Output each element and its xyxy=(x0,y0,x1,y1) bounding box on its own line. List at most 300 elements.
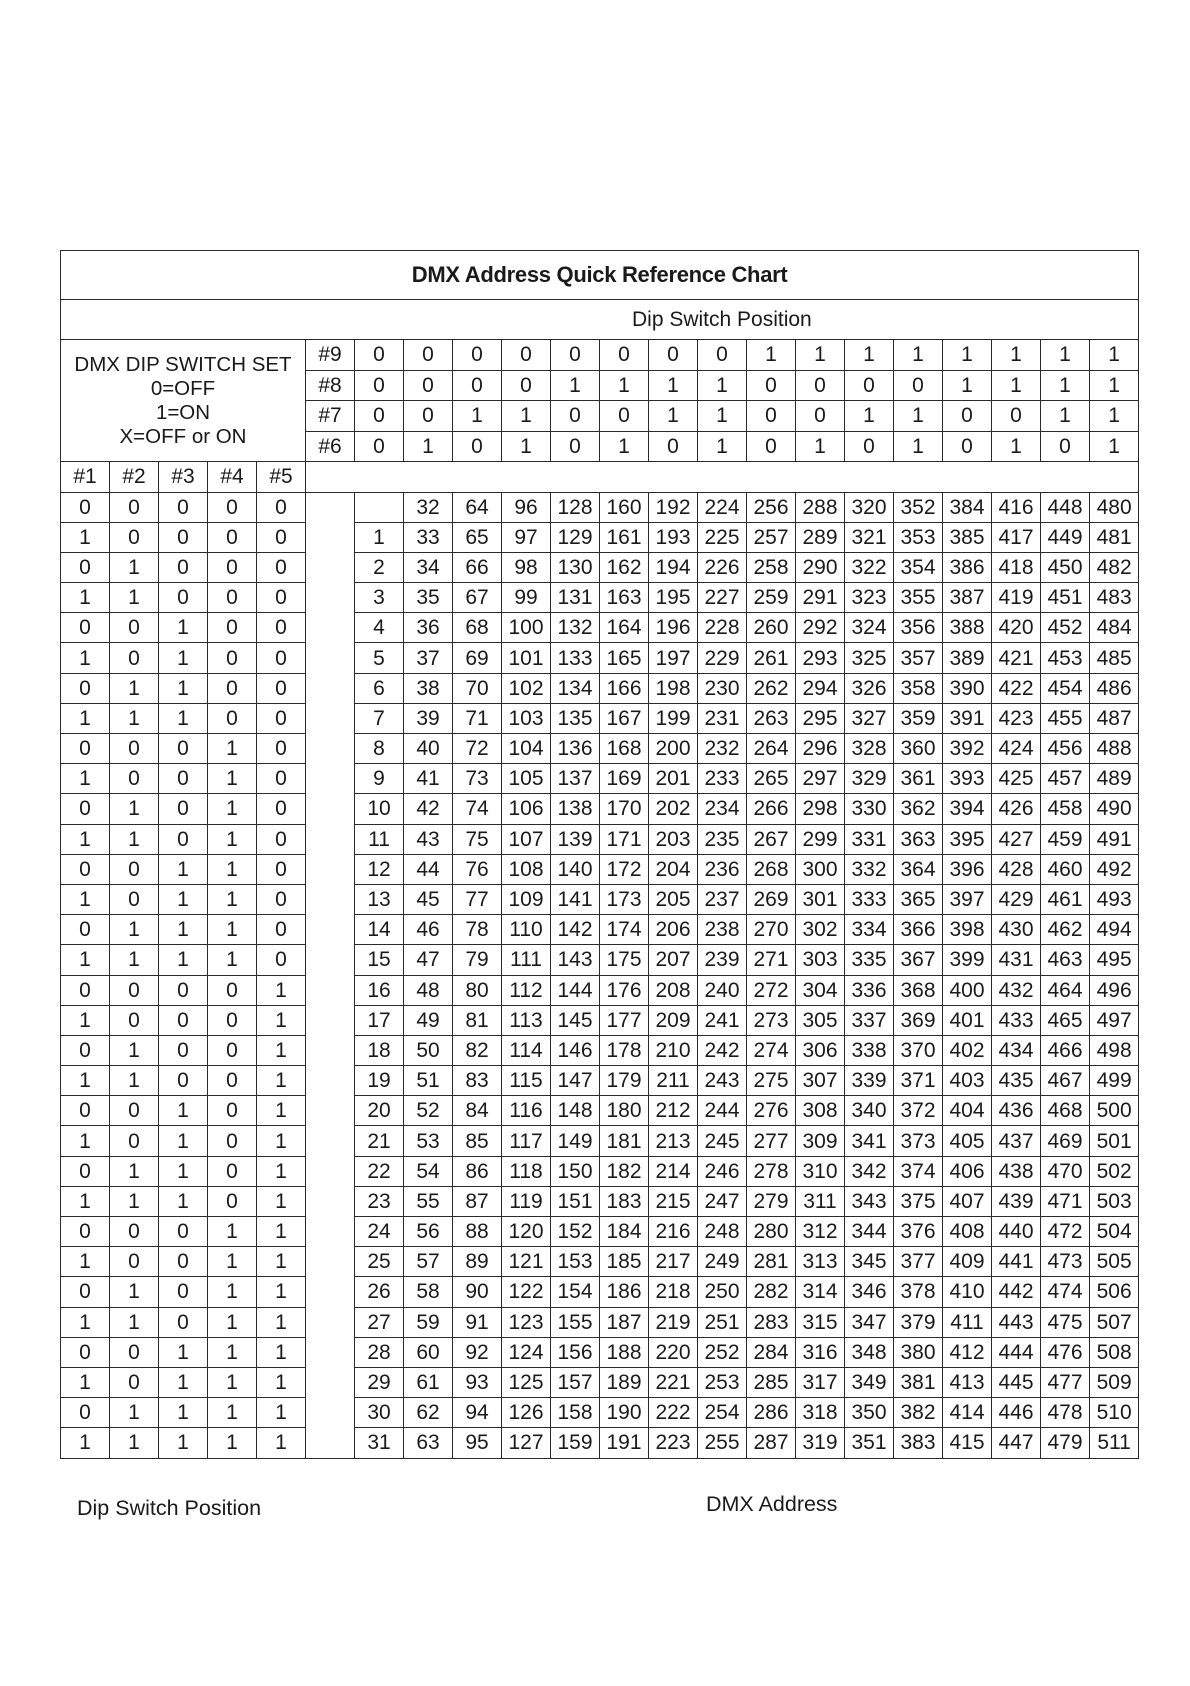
dmx-address-cell: 395 xyxy=(943,824,992,854)
blank-column-cell xyxy=(306,1096,355,1126)
dmx-address-cell: 96 xyxy=(502,492,551,522)
low-switch-bit: 0 xyxy=(110,1337,159,1367)
low-switch-bit: 0 xyxy=(257,613,306,643)
dmx-address-cell: 327 xyxy=(845,703,894,733)
dmx-address-cell: 124 xyxy=(502,1337,551,1367)
dmx-address-cell: 256 xyxy=(747,492,796,522)
dmx-address-cell: 275 xyxy=(747,1066,796,1096)
dmx-address-cell: 25 xyxy=(355,1247,404,1277)
dmx-address-cell: 413 xyxy=(943,1367,992,1397)
dmx-address-cell: 53 xyxy=(404,1126,453,1156)
low-switch-bit: 1 xyxy=(159,613,208,643)
dmx-address-cell: 438 xyxy=(992,1156,1041,1186)
low-switch-bit: 0 xyxy=(110,1367,159,1397)
low-switch-bit: 1 xyxy=(208,1307,257,1337)
dmx-address-cell: 244 xyxy=(698,1096,747,1126)
dmx-address-cell: 273 xyxy=(747,1005,796,1035)
dmx-address-cell: 400 xyxy=(943,975,992,1005)
switch-bit-cell: 0 xyxy=(943,431,992,462)
dmx-address-cell: 415 xyxy=(943,1428,992,1458)
dmx-address-cell: 312 xyxy=(796,1217,845,1247)
blank-column-cell xyxy=(306,824,355,854)
dmx-address-cell: 3 xyxy=(355,583,404,613)
dmx-address-cell: 145 xyxy=(551,1005,600,1035)
dmx-address-cell: 6 xyxy=(355,673,404,703)
low-switch-bit: 1 xyxy=(61,1126,110,1156)
switch-bit-cell: 1 xyxy=(1090,340,1139,371)
dmx-address-cell: 9 xyxy=(355,764,404,794)
dmx-address-cell: 267 xyxy=(747,824,796,854)
dmx-address-cell: 270 xyxy=(747,915,796,945)
dmx-address-cell: 359 xyxy=(894,703,943,733)
dmx-address-cell: 259 xyxy=(747,583,796,613)
dmx-address-cell: 90 xyxy=(453,1277,502,1307)
dmx-address-cell: 263 xyxy=(747,703,796,733)
dmx-address-cell: 1 xyxy=(355,522,404,552)
dmx-address-cell: 215 xyxy=(649,1186,698,1216)
dmx-address-cell: 485 xyxy=(1090,643,1139,673)
dmx-address-cell: 269 xyxy=(747,884,796,914)
dmx-address-cell: 52 xyxy=(404,1096,453,1126)
dmx-address-cell: 61 xyxy=(404,1367,453,1397)
switch-bit-cell: 0 xyxy=(943,401,992,432)
dmx-address-cell: 282 xyxy=(747,1277,796,1307)
low-switch-bit: 1 xyxy=(208,1367,257,1397)
low-switch-bit: 0 xyxy=(159,1307,208,1337)
switch-bit-cell: 0 xyxy=(551,431,600,462)
dmx-address-cell: 205 xyxy=(649,884,698,914)
dmx-address-cell: 105 xyxy=(502,764,551,794)
low-switch-bit: 1 xyxy=(257,1066,306,1096)
dmx-address-cell: 245 xyxy=(698,1126,747,1156)
dmx-address-cell: 127 xyxy=(502,1428,551,1458)
dmx-address-cell: 368 xyxy=(894,975,943,1005)
dmx-address-cell: 88 xyxy=(453,1217,502,1247)
dmx-address-cell: 258 xyxy=(747,552,796,582)
dmx-address-cell: 431 xyxy=(992,945,1041,975)
switch-label: #6 xyxy=(306,431,355,462)
dmx-address-cell: 510 xyxy=(1090,1398,1139,1428)
dmx-address-cell: 284 xyxy=(747,1337,796,1367)
blank-column-cell xyxy=(306,1066,355,1096)
dmx-address-cell: 433 xyxy=(992,1005,1041,1035)
low-switch-bit: 1 xyxy=(110,583,159,613)
dmx-address-cell: 403 xyxy=(943,1066,992,1096)
switch-label: #9 xyxy=(306,340,355,371)
switch-bit-cell: 1 xyxy=(845,401,894,432)
blank-column-cell xyxy=(306,1307,355,1337)
low-switch-bit: 0 xyxy=(208,1126,257,1156)
legend-line1: DMX DIP SWITCH SET xyxy=(74,352,292,376)
dmx-address-cell: 463 xyxy=(1041,945,1090,975)
dmx-address-cell: 434 xyxy=(992,1035,1041,1065)
dmx-address-cell: 289 xyxy=(796,522,845,552)
low-switch-bit: 0 xyxy=(159,492,208,522)
dmx-address-cell: 489 xyxy=(1090,764,1139,794)
low-switch-bit: 1 xyxy=(61,824,110,854)
dmx-address-cell: 448 xyxy=(1041,492,1090,522)
dmx-address-cell: 227 xyxy=(698,583,747,613)
low-switch-bit: 1 xyxy=(110,945,159,975)
dmx-address-cell: 462 xyxy=(1041,915,1090,945)
dmx-address-cell: 58 xyxy=(404,1277,453,1307)
low-switch-bit: 0 xyxy=(257,583,306,613)
dmx-address-cell xyxy=(355,492,404,522)
dmx-address-cell: 503 xyxy=(1090,1186,1139,1216)
dmx-address-cell: 95 xyxy=(453,1428,502,1458)
switch-bit-cell: 1 xyxy=(894,340,943,371)
dmx-address-cell: 428 xyxy=(992,854,1041,884)
dmx-address-cell: 69 xyxy=(453,643,502,673)
dmx-address-cell: 486 xyxy=(1090,673,1139,703)
dmx-address-cell: 495 xyxy=(1090,945,1139,975)
switch-bit-cell: 0 xyxy=(453,340,502,371)
dmx-address-cell: 119 xyxy=(502,1186,551,1216)
dmx-address-cell: 75 xyxy=(453,824,502,854)
dmx-address-cell: 394 xyxy=(943,794,992,824)
low-switch-bit: 0 xyxy=(110,1126,159,1156)
low-switch-bit: 0 xyxy=(208,613,257,643)
dmx-address-cell: 483 xyxy=(1090,583,1139,613)
dmx-address-cell: 335 xyxy=(845,945,894,975)
blank-column-cell xyxy=(306,643,355,673)
legend-line4: X=OFF or ON xyxy=(119,424,247,448)
dmx-address-cell: 116 xyxy=(502,1096,551,1126)
dmx-address-cell: 487 xyxy=(1090,703,1139,733)
dmx-address-cell: 16 xyxy=(355,975,404,1005)
low-switch-bit: 1 xyxy=(159,643,208,673)
dmx-address-caption: DMX Address xyxy=(706,1492,838,1516)
dmx-address-cell: 477 xyxy=(1041,1367,1090,1397)
dmx-address-cell: 225 xyxy=(698,522,747,552)
dmx-address-cell: 56 xyxy=(404,1217,453,1247)
dmx-address-cell: 318 xyxy=(796,1398,845,1428)
dmx-address-cell: 216 xyxy=(649,1217,698,1247)
dmx-address-cell: 11 xyxy=(355,824,404,854)
dmx-address-cell: 342 xyxy=(845,1156,894,1186)
dmx-address-cell: 152 xyxy=(551,1217,600,1247)
switch-bit-cell: 0 xyxy=(1041,431,1090,462)
dmx-address-cell: 496 xyxy=(1090,975,1139,1005)
dmx-address-cell: 397 xyxy=(943,884,992,914)
low-switch-bit: 1 xyxy=(257,1126,306,1156)
dmx-address-cell: 364 xyxy=(894,854,943,884)
dmx-address-cell: 378 xyxy=(894,1277,943,1307)
dmx-address-cell: 135 xyxy=(551,703,600,733)
dmx-address-cell: 220 xyxy=(649,1337,698,1367)
dmx-address-cell: 243 xyxy=(698,1066,747,1096)
dmx-address-cell: 408 xyxy=(943,1217,992,1247)
switch-bit-cell: 0 xyxy=(453,431,502,462)
switch-bit-cell: 0 xyxy=(747,431,796,462)
dmx-address-cell: 414 xyxy=(943,1398,992,1428)
dmx-address-cell: 430 xyxy=(992,915,1041,945)
dmx-address-cell: 181 xyxy=(600,1126,649,1156)
dmx-address-cell: 286 xyxy=(747,1398,796,1428)
dmx-address-cell: 228 xyxy=(698,613,747,643)
dmx-address-cell: 354 xyxy=(894,552,943,582)
low-switch-bit: 1 xyxy=(257,1398,306,1428)
dmx-address-cell: 20 xyxy=(355,1096,404,1126)
low-switch-bit: 0 xyxy=(61,1337,110,1367)
dmx-address-cell: 55 xyxy=(404,1186,453,1216)
low-switch-bit: 0 xyxy=(110,1247,159,1277)
dmx-address-cell: 107 xyxy=(502,824,551,854)
low-switch-bit: 1 xyxy=(208,945,257,975)
low-switch-bit: 0 xyxy=(208,1186,257,1216)
dmx-address-cell: 4 xyxy=(355,613,404,643)
dmx-address-cell: 138 xyxy=(551,794,600,824)
low-switch-bit: 1 xyxy=(159,703,208,733)
dmx-address-cell: 392 xyxy=(943,734,992,764)
dmx-address-cell: 178 xyxy=(600,1035,649,1065)
dmx-address-cell: 391 xyxy=(943,703,992,733)
dmx-address-cell: 467 xyxy=(1041,1066,1090,1096)
dmx-address-cell: 417 xyxy=(992,522,1041,552)
low-switch-bit: 1 xyxy=(159,1398,208,1428)
dmx-address-cell: 183 xyxy=(600,1186,649,1216)
low-switch-bit: 0 xyxy=(159,975,208,1005)
dmx-address-cell: 470 xyxy=(1041,1156,1090,1186)
dmx-address-cell: 164 xyxy=(600,613,649,643)
dmx-address-cell: 76 xyxy=(453,854,502,884)
dmx-address-cell: 8 xyxy=(355,734,404,764)
switch-bit-cell: 0 xyxy=(404,401,453,432)
low-switch-bit: 1 xyxy=(159,1337,208,1367)
low-switch-bit: 1 xyxy=(110,1035,159,1065)
low-switch-bit: 1 xyxy=(159,673,208,703)
dmx-address-cell: 82 xyxy=(453,1035,502,1065)
dmx-address-cell: 162 xyxy=(600,552,649,582)
low-switch-header: #5 xyxy=(257,462,306,493)
switch-bit-cell: 1 xyxy=(649,370,698,401)
switch-bit-cell: 1 xyxy=(992,431,1041,462)
low-switch-bit: 0 xyxy=(208,1035,257,1065)
low-switch-bit: 1 xyxy=(257,1217,306,1247)
dmx-address-cell: 481 xyxy=(1090,522,1139,552)
switch-bit-cell: 1 xyxy=(992,370,1041,401)
dmx-address-cell: 449 xyxy=(1041,522,1090,552)
dmx-address-cell: 199 xyxy=(649,703,698,733)
low-switch-bit: 0 xyxy=(257,824,306,854)
dmx-address-cell: 191 xyxy=(600,1428,649,1458)
dmx-address-cell: 32 xyxy=(404,492,453,522)
dmx-address-cell: 150 xyxy=(551,1156,600,1186)
dmx-address-cell: 233 xyxy=(698,764,747,794)
dmx-address-cell: 247 xyxy=(698,1186,747,1216)
dmx-address-cell: 151 xyxy=(551,1186,600,1216)
dmx-address-cell: 42 xyxy=(404,794,453,824)
dmx-address-cell: 7 xyxy=(355,703,404,733)
dmx-address-cell: 13 xyxy=(355,884,404,914)
low-switch-bit: 1 xyxy=(110,1307,159,1337)
switch-bit-cell: 0 xyxy=(649,431,698,462)
switch-bit-cell: 1 xyxy=(1090,431,1139,462)
low-switch-bit: 0 xyxy=(257,643,306,673)
low-switch-bit: 1 xyxy=(61,1186,110,1216)
dmx-address-cell: 381 xyxy=(894,1367,943,1397)
dmx-address-cell: 237 xyxy=(698,884,747,914)
dmx-address-cell: 129 xyxy=(551,522,600,552)
dmx-address-cell: 126 xyxy=(502,1398,551,1428)
dmx-address-cell: 141 xyxy=(551,884,600,914)
dmx-address-cell: 102 xyxy=(502,673,551,703)
dmx-address-cell: 488 xyxy=(1090,734,1139,764)
low-switch-bit: 1 xyxy=(208,794,257,824)
low-switch-bit: 1 xyxy=(110,552,159,582)
low-switch-bit: 0 xyxy=(110,492,159,522)
low-switch-bit: 0 xyxy=(61,734,110,764)
dmx-address-cell: 336 xyxy=(845,975,894,1005)
dmx-address-cell: 427 xyxy=(992,824,1041,854)
dmx-address-cell: 66 xyxy=(453,552,502,582)
blank-column-cell xyxy=(306,703,355,733)
dmx-address-cell: 426 xyxy=(992,794,1041,824)
switch-bit-cell: 1 xyxy=(894,431,943,462)
low-switch-bit: 0 xyxy=(208,1005,257,1035)
dmx-address-cell: 84 xyxy=(453,1096,502,1126)
low-switch-bit: 1 xyxy=(159,854,208,884)
dmx-address-cell: 59 xyxy=(404,1307,453,1337)
dmx-address-cell: 130 xyxy=(551,552,600,582)
switch-bit-cell: 1 xyxy=(1041,340,1090,371)
low-switch-bit: 1 xyxy=(159,1126,208,1156)
switch-bit-cell: 0 xyxy=(845,431,894,462)
low-switch-bit: 0 xyxy=(257,552,306,582)
switch-bit-cell: 0 xyxy=(453,370,502,401)
dmx-address-cell: 298 xyxy=(796,794,845,824)
dmx-address-cell: 79 xyxy=(453,945,502,975)
low-switch-bit: 1 xyxy=(257,1247,306,1277)
dmx-address-cell: 83 xyxy=(453,1066,502,1096)
low-switch-bit: 0 xyxy=(257,734,306,764)
dmx-address-cell: 497 xyxy=(1090,1005,1139,1035)
dmx-address-cell: 217 xyxy=(649,1247,698,1277)
low-switch-bit: 0 xyxy=(61,552,110,582)
dmx-address-cell: 307 xyxy=(796,1066,845,1096)
dmx-address-cell: 241 xyxy=(698,1005,747,1035)
dmx-address-cell: 143 xyxy=(551,945,600,975)
switch-bit-cell: 1 xyxy=(894,401,943,432)
dmx-address-cell: 221 xyxy=(649,1367,698,1397)
dmx-address-cell: 168 xyxy=(600,734,649,764)
dmx-address-cell: 249 xyxy=(698,1247,747,1277)
dmx-address-cell: 223 xyxy=(649,1428,698,1458)
dmx-address-cell: 411 xyxy=(943,1307,992,1337)
switch-bit-cell: 0 xyxy=(698,340,747,371)
dmx-address-cell: 18 xyxy=(355,1035,404,1065)
dmx-address-cell: 384 xyxy=(943,492,992,522)
dmx-address-cell: 137 xyxy=(551,764,600,794)
dmx-address-cell: 296 xyxy=(796,734,845,764)
dmx-address-cell: 57 xyxy=(404,1247,453,1277)
dmx-address-cell: 234 xyxy=(698,794,747,824)
dmx-address-cell: 17 xyxy=(355,1005,404,1035)
low-switch-bit: 0 xyxy=(257,794,306,824)
low-switch-bit: 0 xyxy=(110,764,159,794)
low-switch-bit: 1 xyxy=(61,1005,110,1035)
low-switch-bit: 0 xyxy=(159,734,208,764)
low-switch-bit: 1 xyxy=(257,1337,306,1367)
blank-column-cell xyxy=(306,1337,355,1367)
switch-bit-cell: 0 xyxy=(355,431,404,462)
dmx-address-cell: 323 xyxy=(845,583,894,613)
dmx-address-cell: 290 xyxy=(796,552,845,582)
low-switch-bit: 1 xyxy=(110,1156,159,1186)
low-switch-bit: 0 xyxy=(208,703,257,733)
blank-column-cell xyxy=(306,1156,355,1186)
dmx-address-cell: 60 xyxy=(404,1337,453,1367)
dmx-address-cell: 445 xyxy=(992,1367,1041,1397)
dmx-address-cell: 81 xyxy=(453,1005,502,1035)
dmx-address-cell: 451 xyxy=(1041,583,1090,613)
dmx-address-cell: 478 xyxy=(1041,1398,1090,1428)
dmx-address-cell: 117 xyxy=(502,1126,551,1156)
dmx-address-cell: 98 xyxy=(502,552,551,582)
dmx-address-cell: 45 xyxy=(404,884,453,914)
dmx-address-cell: 37 xyxy=(404,643,453,673)
low-switch-bit: 1 xyxy=(110,915,159,945)
dmx-address-cell: 311 xyxy=(796,1186,845,1216)
dmx-address-cell: 34 xyxy=(404,552,453,582)
dmx-address-cell: 93 xyxy=(453,1367,502,1397)
dmx-address-cell: 211 xyxy=(649,1066,698,1096)
dmx-address-cell: 112 xyxy=(502,975,551,1005)
dmx-address-cell: 65 xyxy=(453,522,502,552)
dmx-address-cell: 23 xyxy=(355,1186,404,1216)
low-switch-bit: 1 xyxy=(159,1367,208,1397)
low-switch-bit: 1 xyxy=(61,1247,110,1277)
dmx-address-cell: 72 xyxy=(453,734,502,764)
dmx-address-cell: 316 xyxy=(796,1337,845,1367)
dmx-address-cell: 509 xyxy=(1090,1367,1139,1397)
dmx-address-cell: 502 xyxy=(1090,1156,1139,1186)
dmx-address-cell: 192 xyxy=(649,492,698,522)
low-switch-bit: 0 xyxy=(257,492,306,522)
dmx-address-cell: 165 xyxy=(600,643,649,673)
dmx-address-cell: 236 xyxy=(698,854,747,884)
dmx-address-cell: 77 xyxy=(453,884,502,914)
switch-bit-cell: 1 xyxy=(943,340,992,371)
blank-column-cell xyxy=(306,522,355,552)
dmx-address-cell: 224 xyxy=(698,492,747,522)
dmx-address-cell: 375 xyxy=(894,1186,943,1216)
dmx-address-cell: 440 xyxy=(992,1217,1041,1247)
dmx-address-cell: 468 xyxy=(1041,1096,1090,1126)
dmx-address-cell: 160 xyxy=(600,492,649,522)
dmx-address-cell: 39 xyxy=(404,703,453,733)
dmx-address-cell: 27 xyxy=(355,1307,404,1337)
dmx-address-cell: 366 xyxy=(894,915,943,945)
low-switch-bit: 1 xyxy=(110,703,159,733)
dmx-address-cell: 218 xyxy=(649,1277,698,1307)
dmx-address-cell: 349 xyxy=(845,1367,894,1397)
dmx-address-cell: 43 xyxy=(404,824,453,854)
dmx-address-cell: 310 xyxy=(796,1156,845,1186)
low-switch-bit: 0 xyxy=(61,1277,110,1307)
dmx-address-cell: 118 xyxy=(502,1156,551,1186)
dmx-address-cell: 261 xyxy=(747,643,796,673)
dmx-address-cell: 297 xyxy=(796,764,845,794)
switch-bit-cell: 1 xyxy=(796,340,845,371)
switch-bit-cell: 1 xyxy=(1041,401,1090,432)
dmx-address-cell: 229 xyxy=(698,643,747,673)
dmx-address-cell: 277 xyxy=(747,1126,796,1156)
dmx-address-cell: 450 xyxy=(1041,552,1090,582)
low-switch-bit: 0 xyxy=(159,764,208,794)
dmx-address-cell: 398 xyxy=(943,915,992,945)
switch-bit-cell: 0 xyxy=(355,340,404,371)
